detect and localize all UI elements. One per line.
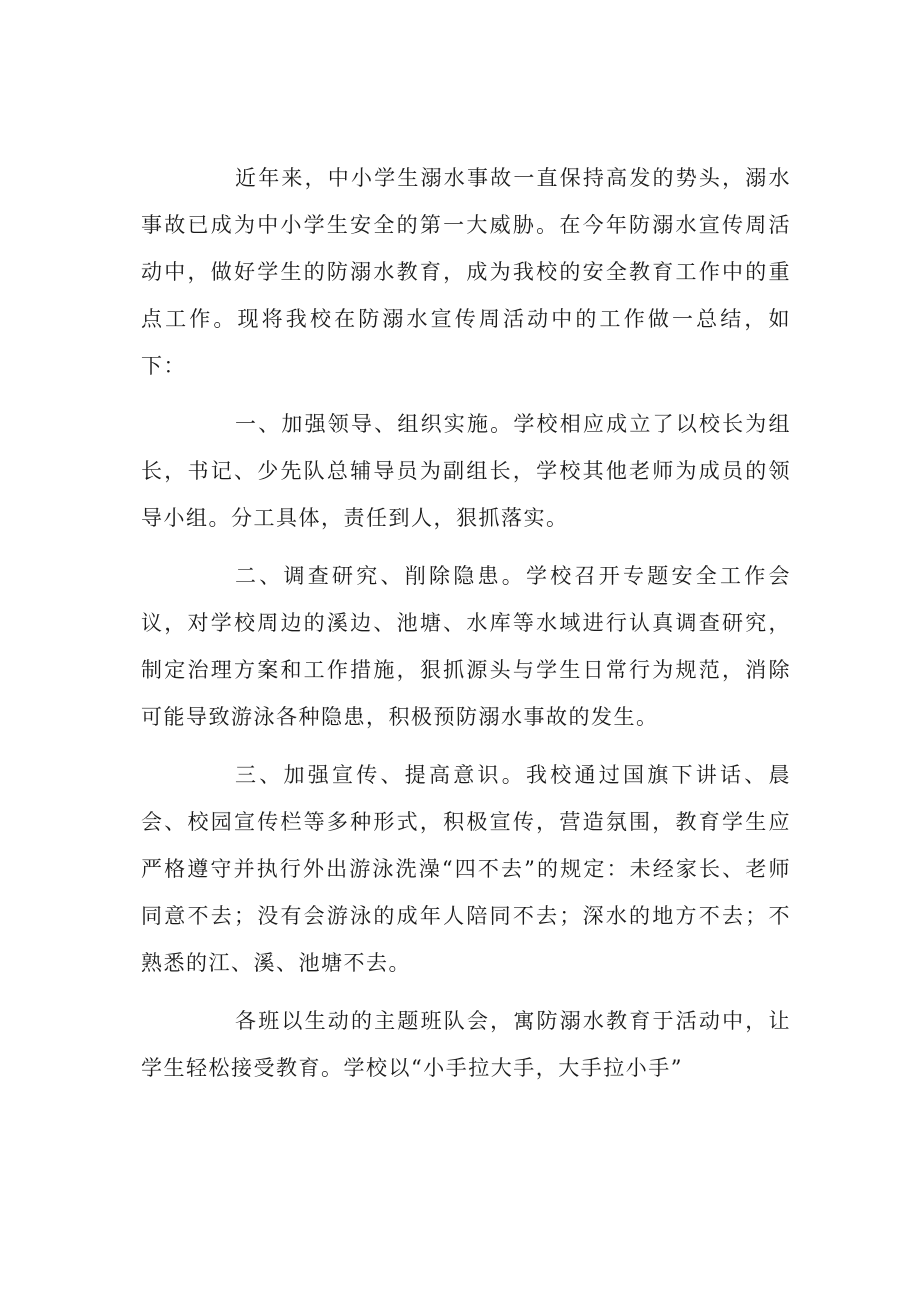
paragraph-leadership: 一、加强领导、组织实施。学校相应成立了以校长为组长，书记、少先队总辅导员为副组长，学校其他老师为成员的领导小组。分工具体，责任到人，狠抓落实。 [141,412,791,530]
paragraph-intro: 近年来，中小学生溺水事故一直保持高发的势头，溺水事故已成为中小学生安全的第一大威胁。在今年防溺水宣传周活动中，做好学生的防溺水教育，成为我校的安全教育工作中的重点工作。现将我校在防溺水宣传周活动中的工作做一总结，如下： [141,166,791,378]
paragraph-investigation: 二、调查研究、削除隐患。学校召开专题安全工作会议，对学校周边的溪边、池塘、水库等水域进行认真调查研究，制定治理方案和工作措施，狠抓源头与学生日常行为规范，消除可能导致游泳各种隐患，积极预防溺水事故的发生。 [141,564,791,729]
paragraph-class-activities: 各班以生动的主题班队会，寓防溺水教育于活动中，让学生轻松接受教育。学校以“小手拉大手，大手拉小手” [141,1009,791,1080]
paragraph-publicity: 三、加强宣传、提高意识。我校通过国旗下讲话、晨会、校园宣传栏等多种形式，积极宣传，营造氛围，教育学生应严格遵守并执行外出游泳洗澡“四不去”的规定：未经家长、老师同意不去；没有会游泳的成年人陪同不去；深水的地方不去；不熟悉的江、溪、池塘不去。 [141,763,791,975]
document-body [141,155,791,1103]
